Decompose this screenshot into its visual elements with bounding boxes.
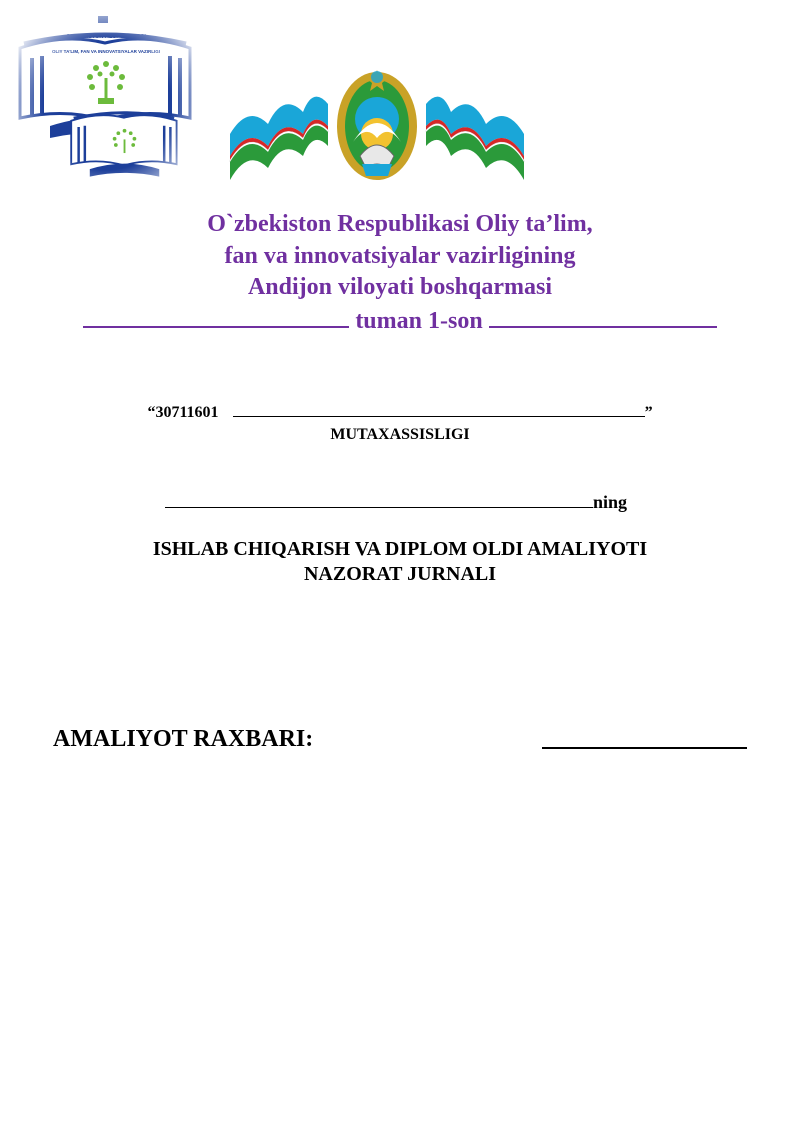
header-line-1: O`zbekiston Respublikasi Oliy ta’lim, [207,211,593,237]
document-title-line-2: NAZORAT JURNALI [303,563,497,585]
student-name-blank-line[interactable] [165,493,593,508]
state-emblem [228,64,526,186]
supervisor-label: AMALIYOT RAXBARI: [53,726,314,752]
document-title-line-1: ISHLAB CHIQARISH VA DIPLOM OLDI AMALIYOTI [152,538,648,560]
student-suffix: ning [593,492,628,512]
school-blank-line[interactable] [489,304,717,328]
header-line-2: fan va innovatsiyalar vazirligining [224,243,576,269]
student-line [165,492,627,513]
specialty-label: MUTAXASSISLIGI [330,426,470,443]
header-line-4 [0,304,800,337]
specialty-code: “30711601 [147,404,219,421]
header-line-3: Andijon viloyati boshqarmasi [247,274,553,300]
ministry-logo [10,8,205,203]
header-line-4-text: tuman 1-son [349,308,489,334]
specialty-blank-line[interactable] [233,402,645,417]
supervisor-signature-line[interactable] [542,747,747,749]
district-blank-line[interactable] [83,304,349,328]
specialty-close-quote: ” [644,404,653,421]
specialty-line [0,402,800,422]
